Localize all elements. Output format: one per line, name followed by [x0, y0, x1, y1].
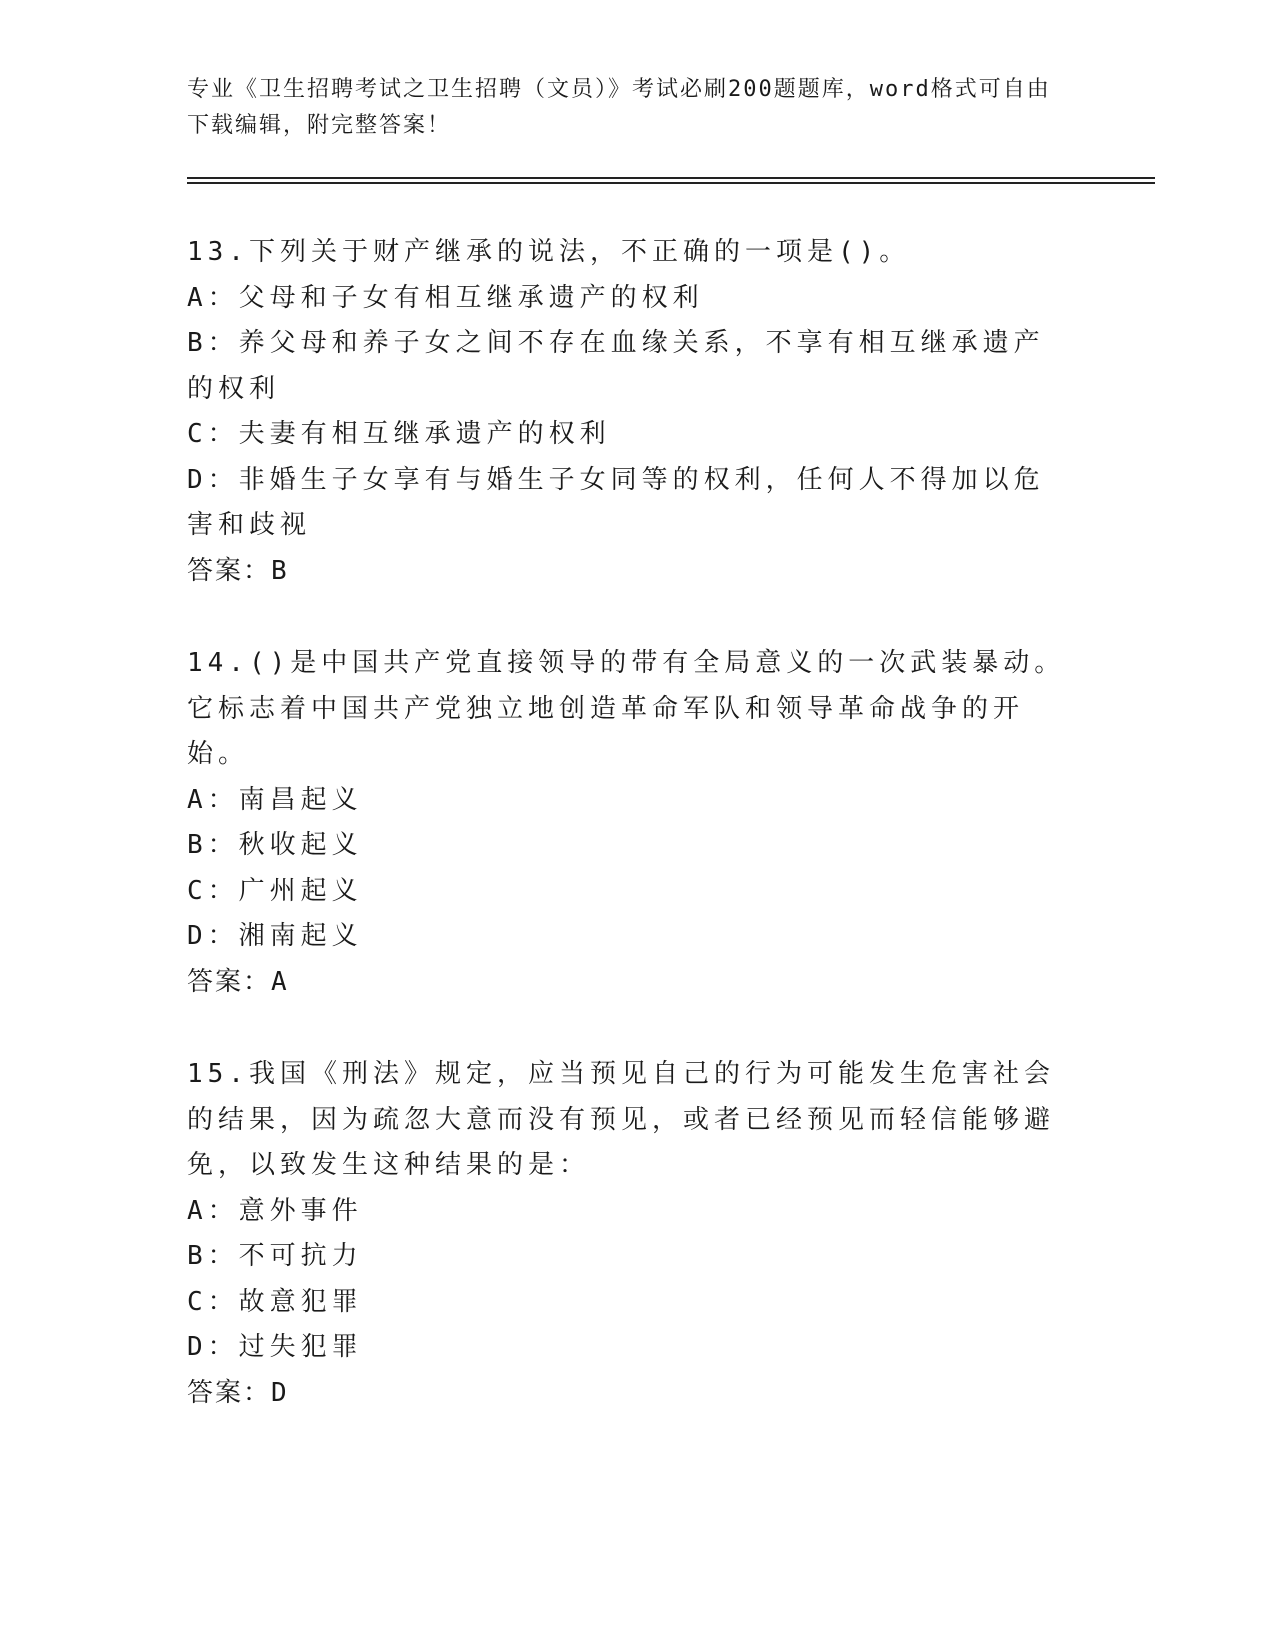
- document-header: 专业《卫生招聘考试之卫生招聘（文员）》考试必刷200题题库，word格式可自由下载编辑，附完整答案！: [187, 77, 1051, 138]
- option-a: A：南昌起义: [187, 784, 363, 815]
- option-d: D：湘南起义: [187, 921, 363, 951]
- option-c: C：广州起义: [187, 875, 363, 906]
- answer-label: 答案：: [187, 1377, 272, 1408]
- option-c: C：故意犯罪: [187, 1286, 363, 1317]
- question-13: [187, 230, 1067, 594]
- answer-label: 答案：: [187, 555, 272, 586]
- answer-value: D: [271, 1377, 289, 1408]
- answer-label: 答案：: [187, 966, 272, 997]
- question-14: [187, 641, 1067, 1005]
- option-b: B：养父母和养子女之间不存在血缘关系，不享有相互继承遗产的权利: [187, 328, 1045, 404]
- option-c: C：夫妻有相互继承遗产的权利: [187, 419, 611, 449]
- option-d: D：非婚生子女享有与婚生子女同等的权利，任何人不得加以危害和歧视: [187, 464, 1045, 540]
- question-stem: 13.下列关于财产继承的说法，不正确的一项是()。: [187, 237, 911, 267]
- answer-value: A: [271, 966, 289, 997]
- answer-line: [187, 960, 1067, 1006]
- question-15: [187, 1052, 1067, 1416]
- question-list: [187, 230, 1067, 1463]
- question-stem: 14.()是中国共产党直接领导的带有全局意义的一次武装暴动。它标志着中国共产党独立地创造革命军队和领导革命战争的开始。: [187, 648, 1066, 769]
- option-a: A：父母和子女有相互继承遗产的权利: [187, 282, 704, 313]
- answer-value: B: [271, 555, 289, 586]
- question-stem: 15.我国《刑法》规定，应当预见自己的行为可能发生危害社会的结果，因为疏忽大意而没有预见，或者已经预见而轻信能够避免，以致发生这种结果的是：: [187, 1059, 1056, 1180]
- header-rule-top: [187, 177, 1155, 179]
- option-b: B：不可抗力: [187, 1241, 363, 1271]
- answer-line: [187, 1371, 1067, 1417]
- option-b: B：秋收起义: [187, 830, 363, 860]
- option-a: A：意外事件: [187, 1195, 363, 1226]
- answer-line: [187, 549, 1067, 595]
- header-rule-bottom: [187, 182, 1155, 184]
- option-d: D：过失犯罪: [187, 1332, 363, 1362]
